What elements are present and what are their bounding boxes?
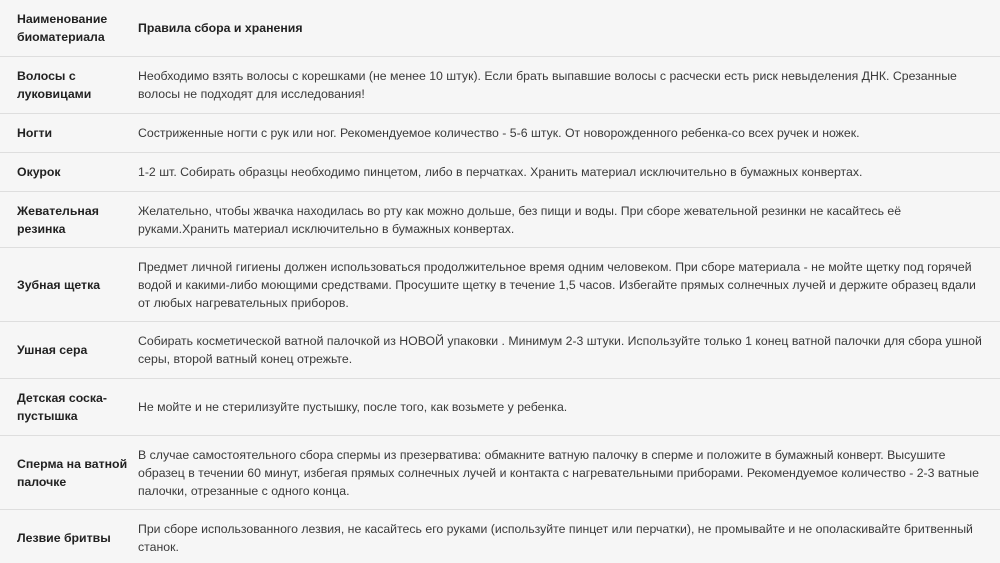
biomaterial-name: Сперма на ватной палочке: [0, 436, 138, 510]
collection-rule: 1-2 шт. Собирать образцы необходимо пинцетом, либо в перчатках. Хранить материал исключительно в бумажных конвертах.: [138, 153, 1000, 192]
biomaterial-name: Ушная сера: [0, 322, 138, 379]
table-row: [0, 114, 1000, 153]
collection-rule: Желательно, чтобы жвачка находилась во рту как можно дольше, без пищи и воды. При сборе жевательной резинки не касайтесь её руками.Хранить материал исключительно в бумажных конвертах.: [138, 192, 1000, 248]
biomaterial-name: Детская соска-пустышка: [0, 379, 138, 436]
collection-rule: Предмет личной гигиены должен использоваться продолжительное время одним человеком. При сборе материала - не мойте щетку под горячей водой и какими-либо моющими средствами. Просушите щетку в течение 1,5 часов. Избегайте прямых солнечных лучей и держите образец вдали от любых нагревательных приборов.: [138, 248, 1000, 322]
table-row: [0, 322, 1000, 379]
collection-rule: В случае самостоятельного сбора спермы из презерватива: обмакните ватную палочку в сперме и положите в бумажный конверт. Высушите образец в течении 60 минут, избегая прямых солнечных лучей и контакта с нагревательными приборами. Рекомендуемое количество - 2-3 ватные палочки, отрезанные с одного конца.: [138, 436, 1000, 510]
collection-rule: Необходимо взять волосы с корешками (не менее 10 штук). Если брать выпавшие волосы с расчески есть риск невыделения ДНК. Срезанные волосы не подходят для исследования!: [138, 57, 1000, 114]
table-row: [0, 57, 1000, 114]
biomaterial-name: Ногти: [0, 114, 138, 153]
collection-rule: Состриженные ногти с рук или ног. Рекомендуемое количество - 5-6 штук. От новорожденного ребенка-со всех ручек и ножек.: [138, 114, 1000, 153]
table-header-row: [0, 0, 1000, 57]
table-row: [0, 379, 1000, 436]
collection-rule: При сборе использованного лезвия, не касайтесь его руками (используйте пинцет или перчатки), не промывайте и не ополаскивайте бритвенный станок.: [138, 510, 1000, 563]
collection-rule: Собирать косметической ватной палочкой из НОВОЙ упаковки . Минимум 2-3 штуки. Используйте только 1 конец ватной палочки для сбора ушной серы, второй ватный конец отрежьте.: [138, 322, 1000, 379]
biomaterial-name: Лезвие бритвы: [0, 510, 138, 563]
header-collection-rules: Правила сбора и хранения: [138, 0, 1000, 57]
table-row: [0, 192, 1000, 248]
collection-rule: Не мойте и не стерилизуйте пустышку, после того, как возьмете у ребенка.: [138, 379, 1000, 436]
biomaterial-name: Жевательная резинка: [0, 192, 138, 248]
table-row: [0, 153, 1000, 192]
biomaterial-name: Зубная щетка: [0, 248, 138, 322]
biomaterial-name: Окурок: [0, 153, 138, 192]
table-row: [0, 436, 1000, 510]
table-row: [0, 510, 1000, 563]
header-biomaterial-name: Наименование биоматериала: [0, 0, 138, 57]
biomaterial-name: Волосы с луковицами: [0, 57, 138, 114]
table-row: [0, 248, 1000, 322]
